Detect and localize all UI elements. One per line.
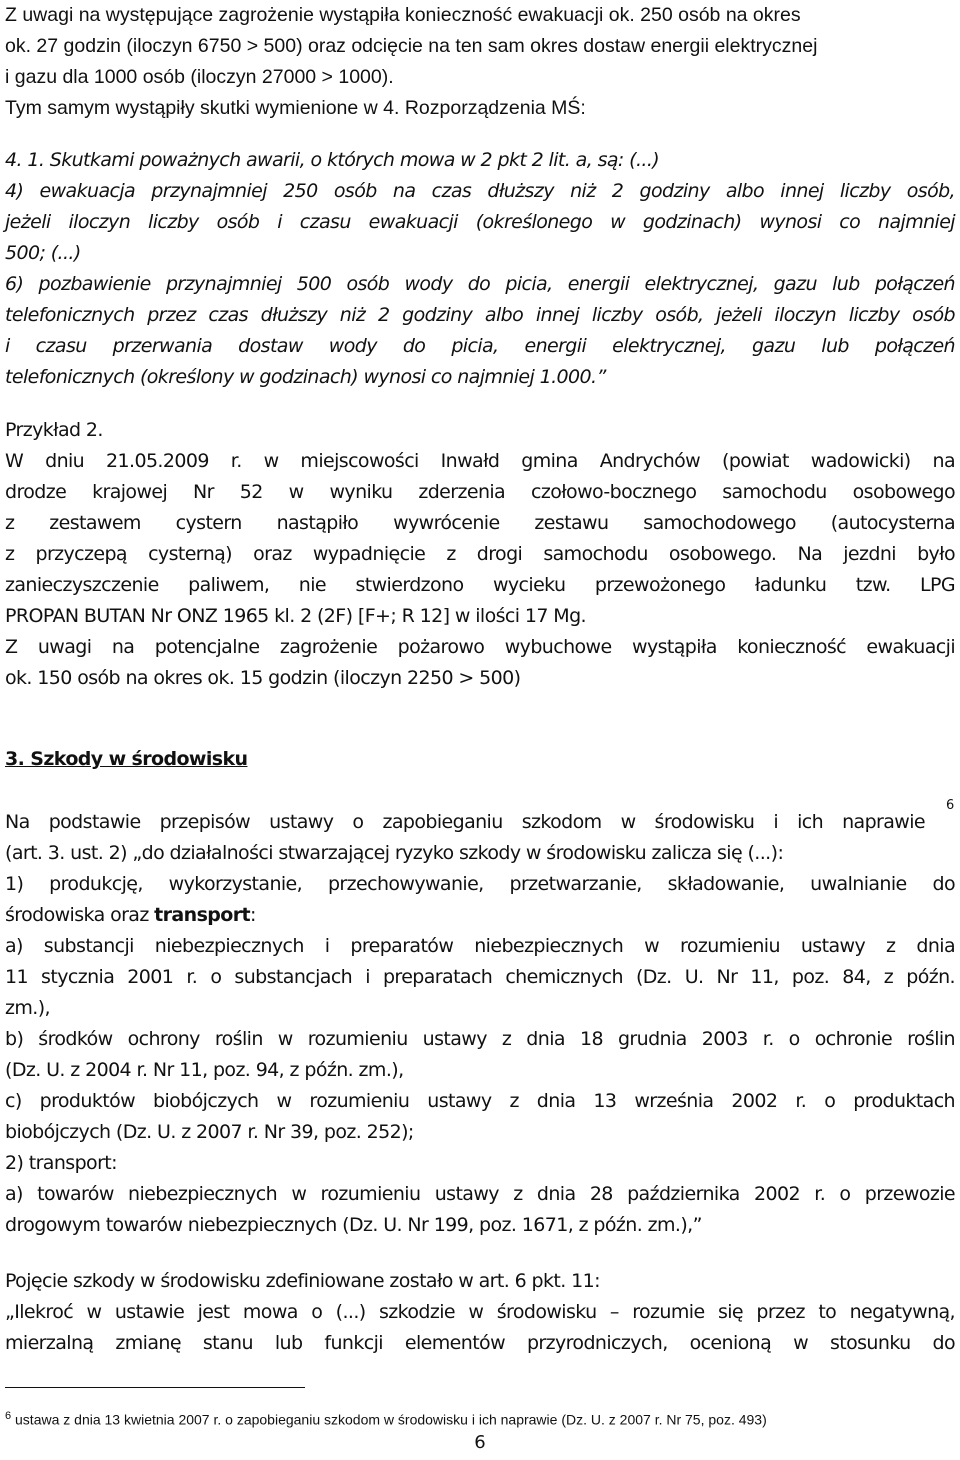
text-line: z zestawem cystern nastąpiło wywrócenie zestawu samochodowego (autocysterna [5,512,955,534]
text-line: ok. 27 godzin (iloczyn 6750 > 500) oraz odcięcie na ten sam okres dostaw energii elektrycznej [5,35,818,57]
text-line: Tym samym wystąpiły skutki wymienione w 4. Rozporządzenia MŚ: [5,97,586,119]
example-heading: Przykład 2. [5,419,103,441]
quote-line: telefonicznych (określony w godzinach) wynosi co najmniej 1.000.” [5,366,606,388]
text-line: zm.), [5,997,50,1019]
text-line: drogowym towarów niebezpiecznych (Dz. U. Nr 199, poz. 1671, z późn. zm.),” [5,1214,702,1236]
quote-line: i czasu przerwania dostaw wody do picia, energii elektrycznej, gazu lub połączeń [5,335,955,357]
footnote-number: 6 [5,1410,12,1422]
text-line: biobójczych (Dz. U. z 2007 r. Nr 39, poz. 252); [5,1121,414,1143]
text-line: a) towarów niebezpiecznych w rozumieniu ustawy z dnia 28 października 2002 r. o przewozie [5,1183,955,1205]
text-line: Z uwagi na potencjalne zagrożenie pożarowo wybuchowe wystąpiła konieczność ewakuacji [5,636,955,658]
text-line: „Ilekroć w ustawie jest mowa o (...) szkodzie w środowisku – rozumie się przez to negatywną, [5,1301,955,1323]
quote-line: 4) ewakuacja przynajmniej 250 osób na czas dłuższy niż 2 godziny albo innej liczby osób, [5,180,955,202]
text-line: Na podstawie przepisów ustawy o zapobieganiu szkodom w środowisku i ich naprawie [5,811,925,833]
text-line: 1) produkcję, wykorzystanie, przechowywanie, przetwarzanie, składowanie, uwalnianie do [5,873,955,895]
quote-line: 500; (...) [5,242,81,264]
text-line: (Dz. U. z 2004 r. Nr 11, poz. 94, z późn. zm.), [5,1059,404,1081]
text-line: b) środków ochrony roślin w rozumieniu ustawy z dnia 18 grudnia 2003 r. o ochronie roślin [5,1028,955,1050]
quote-line: 6) pozbawienie przynajmniej 500 osób wody do picia, energii elektrycznej, gazu lub połączeń [5,273,955,295]
quote-line: jeżeli iloczyn liczby osób i czasu ewakuacji (określonego w godzinach) wynosi co najmniej [5,211,955,233]
text-line: Pojęcie szkody w środowisku zdefiniowane zostało w art. 6 pkt. 11: [5,1270,600,1292]
text-line: Z uwagi na występujące zagrożenie wystąpiła konieczność ewakuacji ok. 250 osób na okres [5,4,801,26]
text-line: mierzalną zmianę stanu lub funkcji elementów przyrodniczych, ocenioną w stosunku do [5,1332,955,1354]
text-line: i gazu dla 1000 osób (iloczyn 27000 > 1000). [5,66,394,88]
text-line: drodze krajowej Nr 52 w wyniku zderzenia czołowo-bocznego samochodu osobowego [5,481,955,503]
footnote-divider [5,1387,305,1388]
text-line: zanieczyszczenie paliwem, nie stwierdzono wycieku przewożonego ładunku tzw. LPG [5,574,955,596]
text-line: z przyczepą cysterną) oraz wypadnięcie z drogi samochodu osobowego. Na jezdni było [5,543,955,565]
text-span: : [250,904,256,926]
page-number: 6 [474,1432,486,1453]
text-line [5,900,955,931]
text-line: PROPAN BUTAN Nr ONZ 1965 kl. 2 (2F) [F+; R 12] w ilości 17 Mg. [5,605,586,627]
text-line: W dniu 21.05.2009 r. w miejscowości Inwałd gmina Andrychów (powiat wadowicki) na [5,450,955,472]
section-heading: 3. Szkody w środowisku [5,748,248,770]
text-line: (art. 3. ust. 2) „do działalności stwarzającej ryzyko szkody w środowisku zalicza się (...): [5,842,784,864]
quote-line: 4. 1. Skutkami poważnych awarii, o których mowa w 2 pkt 2 lit. a, są: (...) [5,149,660,171]
bold-term: transport [154,904,250,926]
text-line: ok. 150 osób na okres ok. 15 godzin (iloczyn 2250 > 500) [5,667,521,689]
footnote [5,1406,767,1430]
quote-line: telefonicznych przez czas dłuższy niż 2 godziny albo innej liczby osób, jeżeli iloczyn liczby osób [5,304,955,326]
text-line: a) substancji niebezpiecznych i preparatów niebezpiecznych w rozumieniu ustawy z dnia [5,935,955,957]
text-line: 2) transport: [5,1152,117,1174]
text-span: środowiska oraz [5,904,155,926]
footnote-ref: 6 [946,798,955,813]
footnote-text: ustawa z dnia 13 kwietnia 2007 r. o zapobieganiu szkodom w środowisku i ich naprawie (Dz. U. z 2007 r. Nr 75, poz. 493) [11,1411,767,1428]
text-line: 11 stycznia 2001 r. o substancjach i preparatach chemicznych (Dz. U. Nr 11, poz. 84, z późn. [5,966,955,988]
text-line: c) produktów biobójczych w rozumieniu ustawy z dnia 13 września 2002 r. o produktach [5,1090,955,1112]
